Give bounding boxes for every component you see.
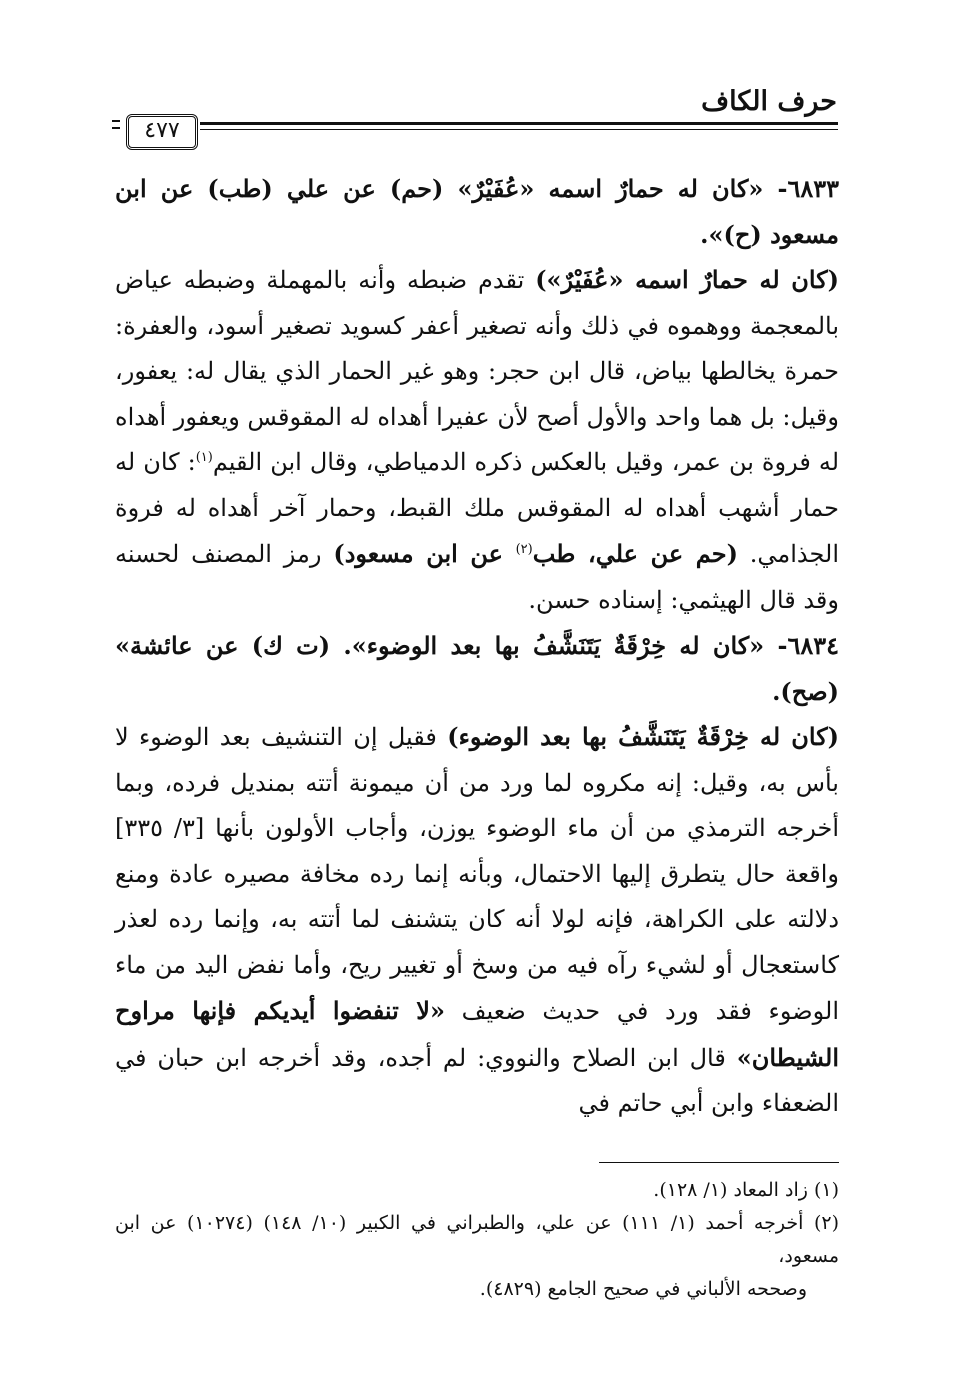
commentary-lemma: (كان له حمارٌ اسمه «عُفَيْرٌ») bbox=[535, 265, 839, 294]
footnote-ref-2: (٢) bbox=[515, 542, 533, 557]
footnote-2: (٢) أخرجه أحمد (١/ ١١١) عن علي، والطبراني في الكبير (١٠/ ١٤٨) (١٠٢٧٤) عن ابن مسعود، bbox=[115, 1212, 840, 1267]
page-number: ٤٧٧ bbox=[126, 114, 198, 150]
header-rule-end-mark bbox=[112, 120, 120, 129]
commentary-6834 bbox=[115, 714, 839, 1127]
commentary-text: تقدم ضبطه وأنه بالمهملة وضبطه عياض بالمعجمة ووهموه في ذلك وأنه تصغير أعفر كسويد تصغير أسود، والعفرة: حمرة يخالطها بياض، قال ابن حجر: وهو غير الحمار الذي يقال له: يعفور، وقيل: بل هما واحد والأول أصح لأن عفيرا أهداه له المقوقس ويعفور أهداه له فروة بن عمر، وقيل بالعكس ذكره الدمياطي، وقال ابن القيم bbox=[115, 266, 840, 476]
main-text bbox=[115, 166, 839, 1127]
header-rule bbox=[112, 116, 838, 142]
source-citation: (حم عن علي، طب bbox=[532, 539, 738, 568]
commentary-text: قال ابن الصلاح والنووي: لم أجده، وقد أخرجه ابن حبان في الضعفاء وابن أبي حاتم في bbox=[115, 1043, 839, 1117]
footnote-2-continuation: وصححه الألباني في صحيح الجامع (٤٨٢٩). bbox=[479, 1278, 807, 1300]
hadith-entry-6833: ٦٨٣٣- «كان له حمارٌ اسمه «عُفَيْرٌ» (حم) عن علي (طب) عن ابن مسعود (ح)». bbox=[115, 174, 839, 249]
source-citation: عن ابن مسعود) bbox=[333, 539, 516, 568]
commentary-text: : كان له حمار أشهب أهداه له المقوقس ملك القبط، وحمار آخر أهداه له فروة الجذامي. bbox=[115, 448, 840, 568]
footnote-separator bbox=[599, 1162, 839, 1163]
running-title: حرف الكاف bbox=[701, 86, 837, 117]
commentary-6833 bbox=[115, 257, 839, 623]
commentary-text: فقيل إن التنشيف بعد الوضوء لا بأس به، وقيل: إنه مكروه لما ورد من أن ميمونة أتته بمنديل فرده، وبما أخرجه الترمذي من أن ماء الوضوء يوزن، وأجاب الأولون بأنها [٣/ ٣٣٥] واقعة حال يتطرق إليها الاحتمال، وبأنه إنما رده مخافة مصيره عادة ومنع دلالته على الكراهة، فإنه لولا أنه كان يتشنف لما أتته به، وإنما رده لعذر كاستعجال أو لشيء رآه فيه من وسخ أو تغيير ريح، وأما نفض اليد من ماء الوضوء فقد ورد في حديث ضعيف bbox=[115, 723, 840, 1025]
hadith-entry-6834: ٦٨٣٤- «كان له خِرْقَةٌ يَتَنَشَّفُ بها بعد الوضوء». (ت ك) عن عائشة» (صح). bbox=[115, 631, 839, 706]
footnote-1: (١) زاد المعاد (١/ ١٢٨). bbox=[653, 1179, 839, 1201]
footnote-ref-1: (١) bbox=[195, 450, 213, 465]
footnotes bbox=[115, 1174, 839, 1306]
header-double-line bbox=[200, 122, 838, 130]
quoted-hadith: «لا تنفضوا أيديكم فإنها مراوح الشيطان» bbox=[115, 996, 839, 1072]
commentary-lemma: (كان له خِرْقَةٌ يَتَنَشَّفُ بها بعد الوضوء) bbox=[447, 722, 839, 751]
commentary-text: رمز المصنف لحسنه وقد قال الهيثمي: إسناده حسن. bbox=[115, 540, 839, 614]
